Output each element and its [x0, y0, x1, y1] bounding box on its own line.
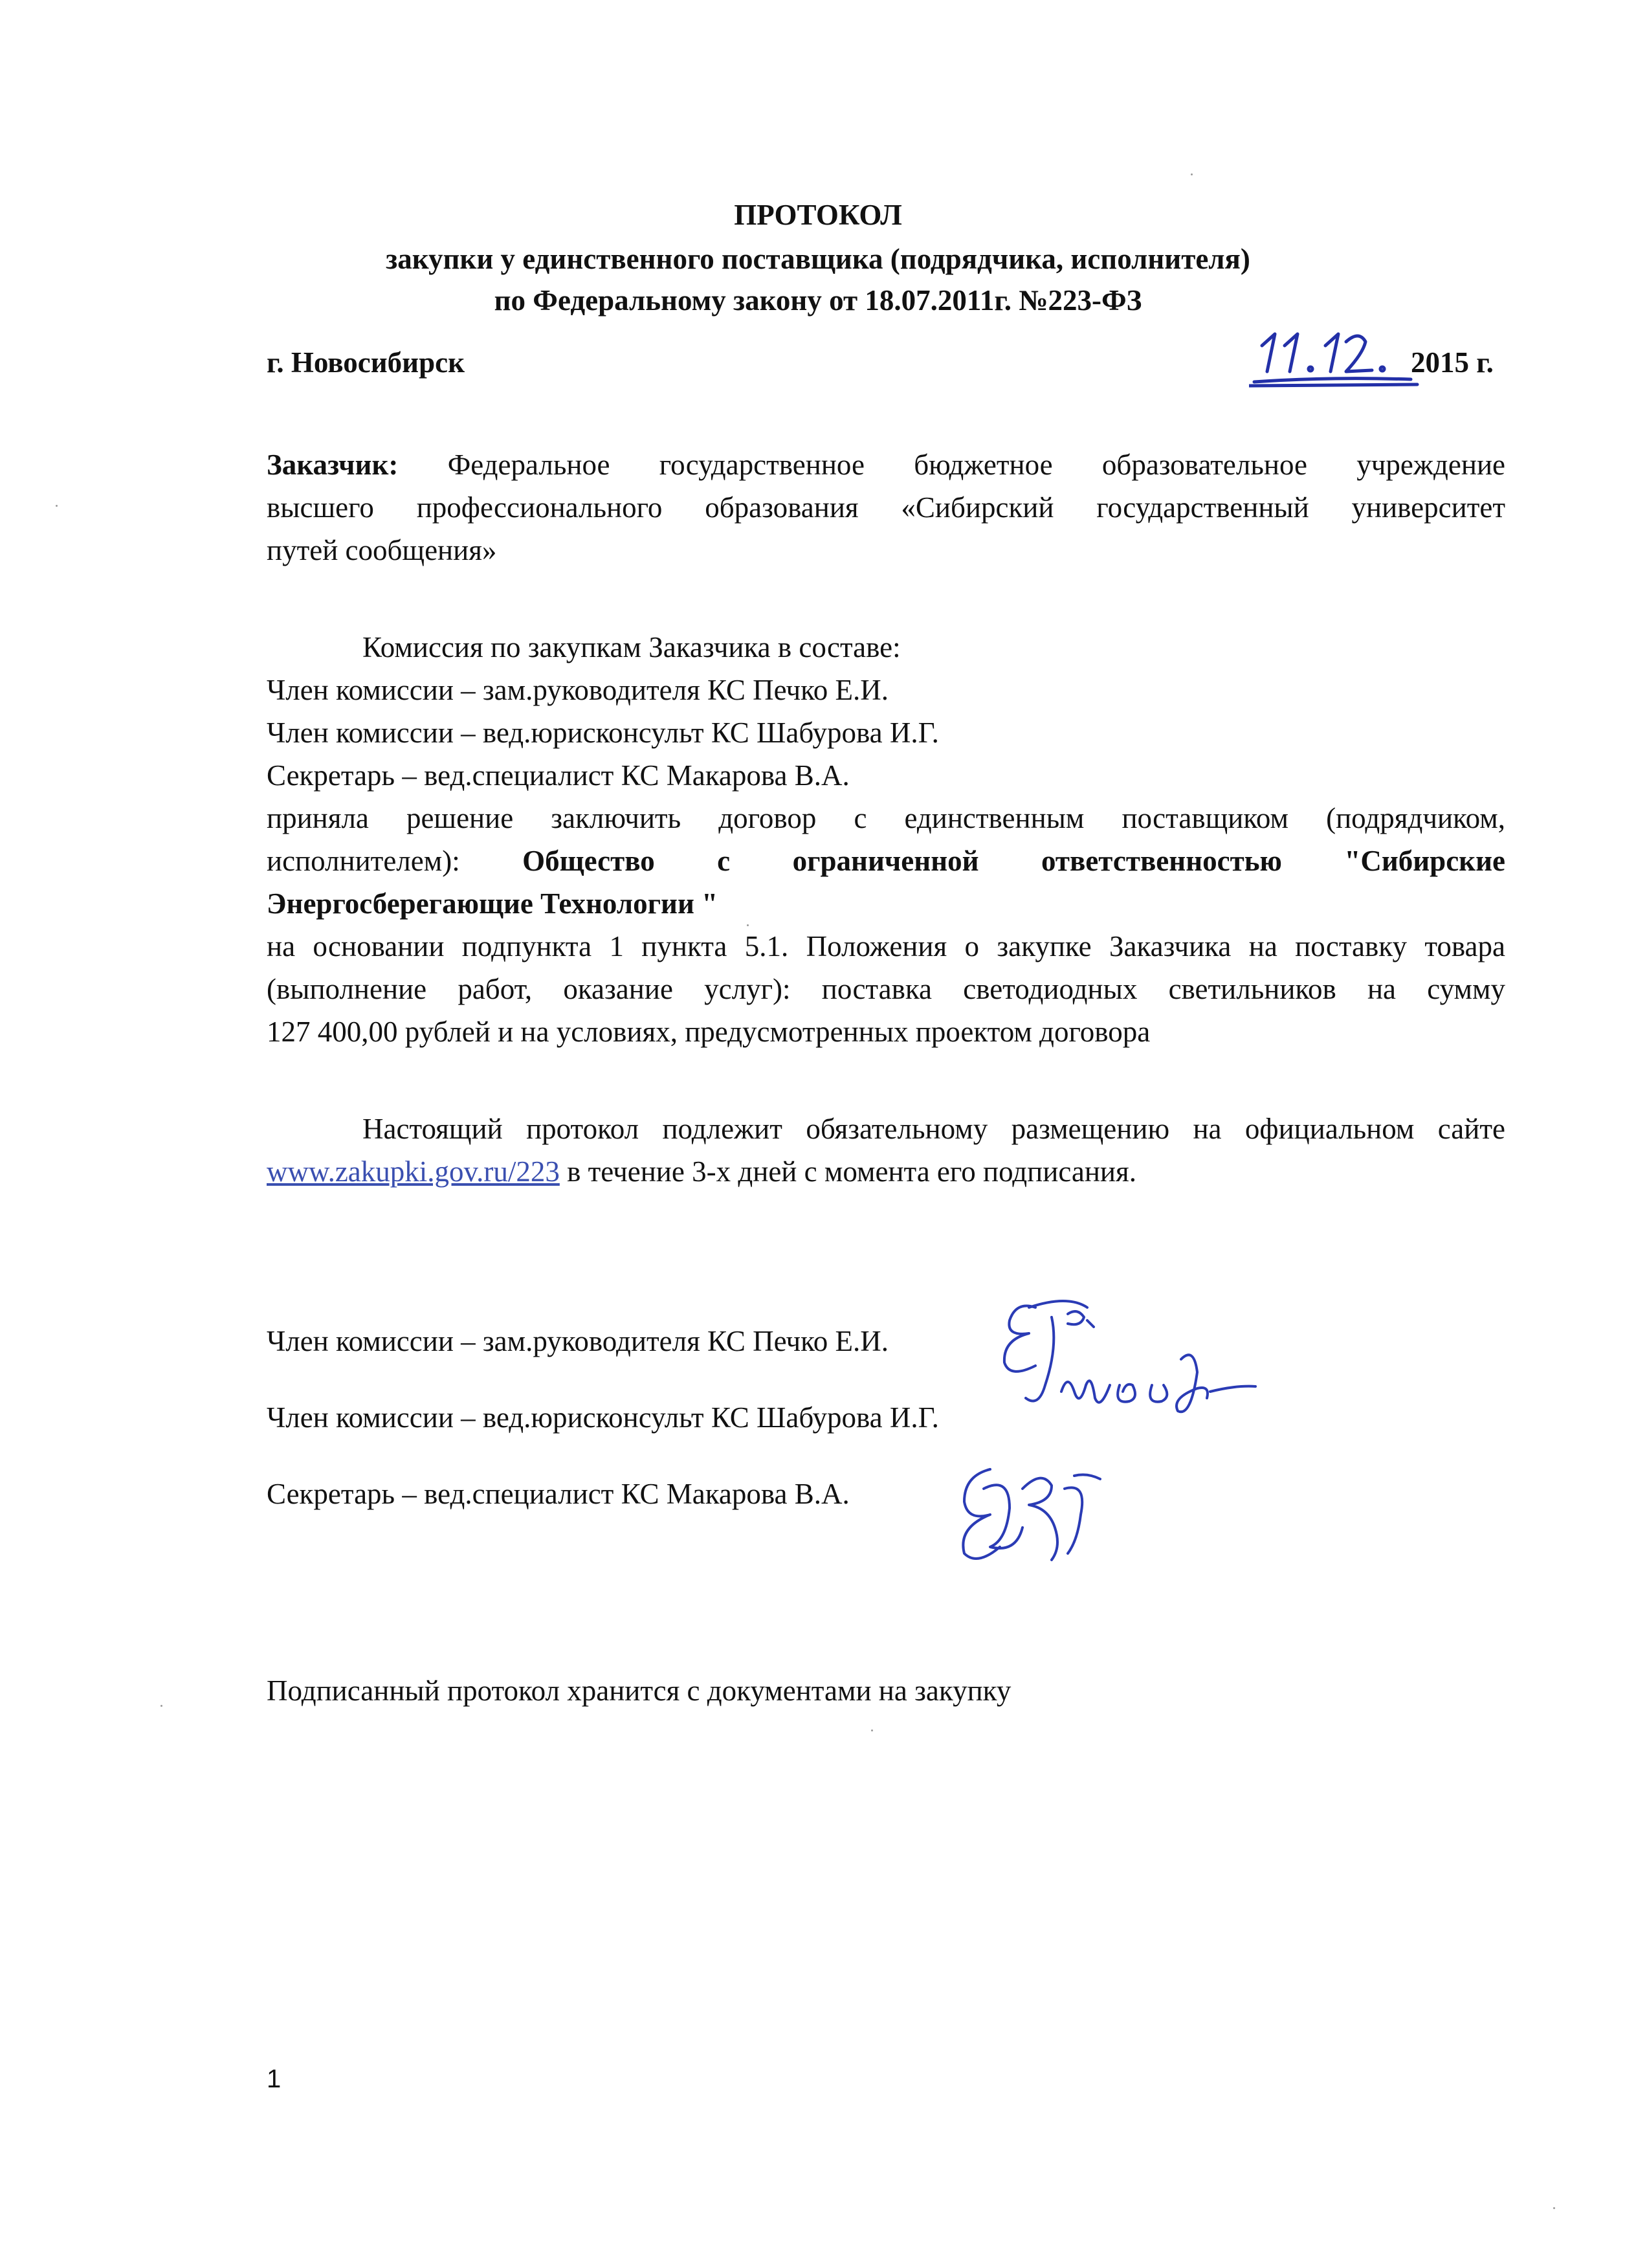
commission-secretary: Секретарь – вед.специалист КС Макарова В.А. [267, 759, 850, 792]
commission-member-1: Член комиссии – зам.руководителя КС Печко Е.И. [267, 674, 889, 706]
signature-member-2 [1048, 1346, 1262, 1430]
scan-speck [56, 505, 58, 507]
sign-secretary: Секретарь – вед.специалист КС Макарова В.А. [267, 1478, 850, 1510]
decision-line-5: (выполнение работ, оказание услуг): поставка светодиодных светильников на сумму [267, 973, 1505, 1005]
customer-line-2: высшего профессионального образования «Сибирский государственный университет [267, 491, 1505, 524]
customer-label: Заказчик: [267, 449, 399, 481]
scan-speck [871, 1729, 873, 1731]
decision-line-6: 127 400,00 рублей и на условиях, предусмотренных проектом договора [267, 1016, 1151, 1048]
decision-line-2: исполнителем): Общество с ограниченной ответственностью "Сибирские [267, 845, 1506, 877]
customer-line-3: путей сообщения» [267, 534, 497, 566]
customer-line-1: Заказчик: Федеральное государственное бюджетное образовательное учреждение [267, 449, 1505, 481]
city: г. Новосибирск [267, 346, 465, 379]
commission-member-2: Член комиссии – вед.юрисконсульт КС Шабурова И.Г. [267, 717, 939, 749]
doc-subtitle-1: закупки у единственного поставщика (подрядчика, исполнителя) [386, 243, 1250, 275]
commission-intro: Комиссия по закупкам Заказчика в составе: [362, 631, 901, 663]
date-year: 2015 г. [1411, 346, 1494, 379]
page-number: 1 [267, 2065, 282, 2093]
supplier-name-part-2: Энергосберегающие Технологии " [267, 887, 718, 920]
scan-speck [1191, 173, 1193, 175]
publication-line-1: Настоящий протокол подлежит обязательному размещению на официальном сайте [362, 1113, 1505, 1145]
doc-title: ПРОТОКОЛ [734, 199, 902, 231]
sign-member-2: Член комиссии – вед.юрисконсульт КС Шабурова И.Г. [267, 1401, 939, 1434]
decision-line-1: приняла решение заключить договор с единственным поставщиком (подрядчиком, [267, 802, 1505, 834]
signature-secretary [938, 1450, 1120, 1573]
supplier-name-part-1: Общество с ограниченной ответственностью "Сибирские [522, 845, 1506, 877]
scan-speck [1553, 2207, 1555, 2209]
scan-speck [747, 924, 749, 926]
decision-line-4: на основании подпункта 1 пункта 5.1. Положения о закупке Заказчика на поставку товара [267, 930, 1505, 962]
zakupki-link[interactable]: www.zakupki.gov.ru/223 [267, 1155, 560, 1188]
doc-subtitle-2: по Федеральному закону от 18.07.2011г. №223-ФЗ [494, 284, 1142, 317]
storage-note: Подписанный протокол хранится с документами на закупку [267, 1674, 1011, 1707]
publication-line-2: www.zakupki.gov.ru/223 в течение 3-х дней с момента его подписания. [267, 1155, 1136, 1188]
sign-member-1: Член комиссии – зам.руководителя КС Печко Е.И. [267, 1325, 889, 1357]
handwritten-date [1249, 320, 1424, 391]
scan-speck [160, 1705, 162, 1707]
